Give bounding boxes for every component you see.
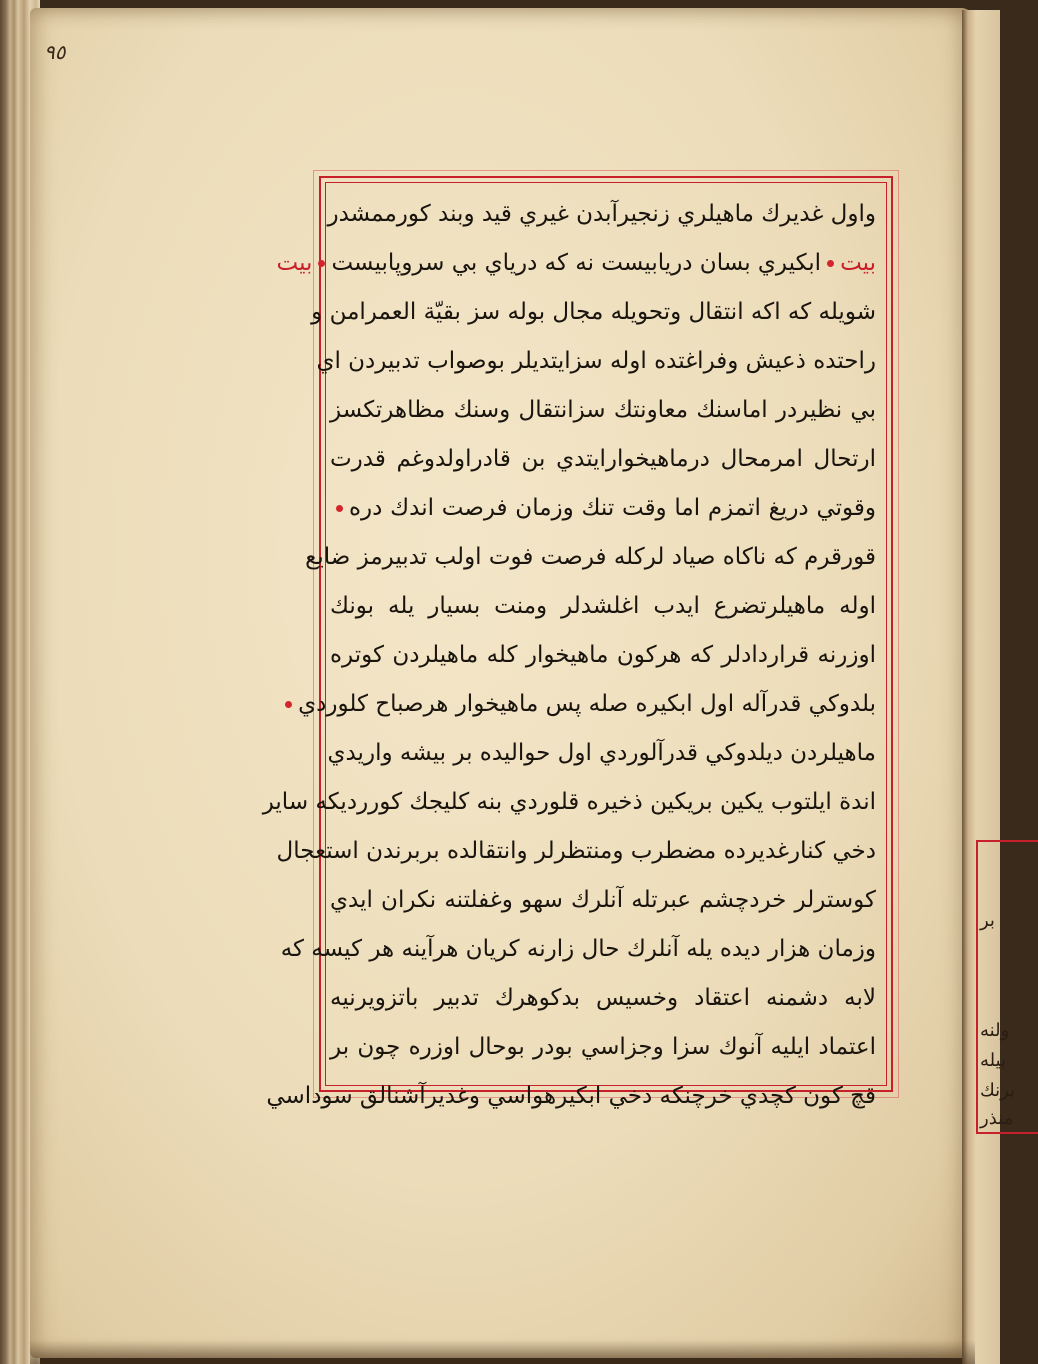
facing-page-fragment: ولنه — [980, 1020, 1010, 1041]
facing-page-fragment: بر — [980, 910, 995, 931]
beyt-rubric: بيت — [276, 250, 313, 276]
section-marker-dot — [285, 701, 292, 708]
text-line: بي نظيردر اماسنك معاونتك سزانتقال وسنك مظاهرتكسز — [330, 397, 876, 423]
beyt-rubric: بيت — [840, 250, 876, 276]
text-line-with-marker — [298, 680, 876, 729]
text-line: وزمان هزار ديده يله آنلرك حال زارنه كريان هرآينه هر كيسه كه — [280, 936, 876, 962]
text-line: دخي كنارغديرده مضطرب ومنتظرلر وانتقالده بربرندن استعجال — [276, 838, 876, 864]
text-block — [262, 190, 876, 1109]
text-line: راحتده ذعيش وفراغتده اوله سزايتديلر بوصواب تدبيردن اي — [316, 348, 876, 374]
text-line: واول غديرك ماهيلري زنجيرآبدن غيري قيد وبند كورممشدر — [327, 201, 876, 227]
text-line: اوله ماهيلرتضرع ايدب اغلشدلر ومنت بسيار يله بونك — [330, 593, 876, 619]
folio-number: ٩٥ — [44, 40, 66, 64]
text-line: ماهيلردن ديلدوكي قدرآلوردي اول حواليده بر بيشه واريدي — [327, 740, 876, 766]
text-line-beyt — [276, 239, 876, 288]
verse-marker-dot — [318, 260, 325, 267]
text-segment: بلدوكي قدرآله اول ابكيره صله پس ماهيخوار هرصباح كلوردي — [298, 691, 876, 717]
text-line: شويله كه اكه انتقال وتحويله مجال بوله سز بقيّة العمرامن و — [311, 299, 876, 325]
text-line: قورقرم كه ناكاه صياد لركله فرصت فوت اولب تدبيرمز ضايع — [305, 544, 876, 570]
verse-marker-dot — [827, 260, 834, 267]
text-line-with-marker — [330, 484, 876, 533]
text-line: اندة ايلتوب يكين بريكين ذخيره قلوردي بنه كليجك كوررديكه ساير — [262, 789, 876, 815]
text-line: ارتحال امرمحال درماهيخوارايتدي بن قادراولدوغم قدرت — [330, 446, 876, 472]
facing-page-fragment: بيله — [980, 1050, 1007, 1071]
text-line: اوزرنه قراردادلر كه هركون ماهيخوار كله ماهيلردن كوتره — [330, 642, 876, 668]
verse-text: ابكيري بسان دريابيست نه كه درياي بي سروپابيست — [331, 250, 822, 276]
section-marker-dot — [336, 505, 343, 512]
text-line: لابه دشمنه اعتقاد وخسيس بدكوهرك تدبير باتزويرنيه — [330, 985, 876, 1011]
page-bottom-shadow — [30, 1340, 975, 1364]
text-segment: وقوتي دريغ اتمزم اما وقت تنك وزمان فرصت اندك دره — [349, 495, 876, 521]
facing-page-sliver — [962, 10, 1016, 1364]
text-line: قچ كون كچدي خرچنكه دخي ابكيرهواسي وغديرآشنالق سوداسي — [266, 1083, 876, 1109]
facing-page-fragment: منذر — [980, 1108, 1014, 1129]
facing-page-fragment: برنك — [980, 1080, 1016, 1101]
text-line: اعتماد ايليه آنوك سزا وجزاسي بودر بوحال اوزره چون بر — [330, 1034, 876, 1060]
text-line: كوسترلر خردچشم عبرتله آنلرك سهو وغفلتنه نكران ايدي — [330, 887, 876, 913]
